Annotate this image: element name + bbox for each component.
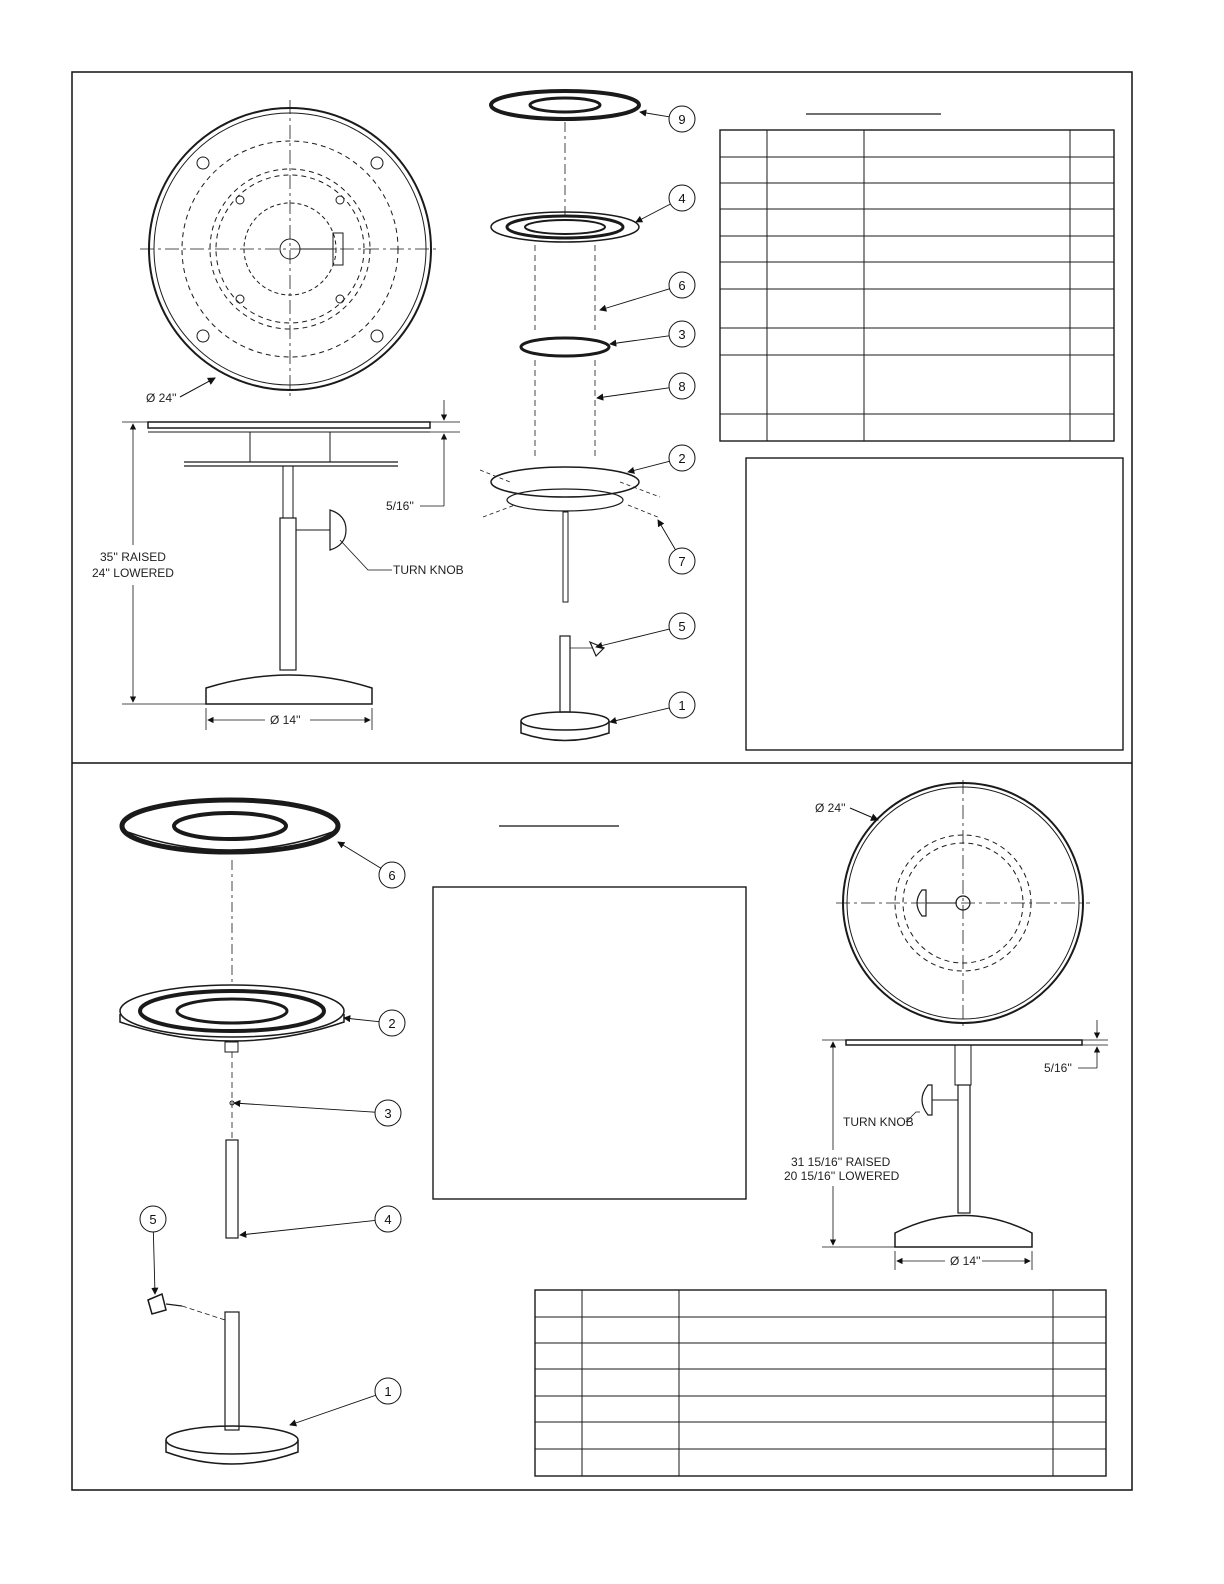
top-balloon-label: 5 <box>678 619 686 634</box>
top-balloon-label: 4 <box>678 191 686 206</box>
bottom-height-lowered-label: 20 15/16'' LOWERED <box>784 1169 900 1183</box>
top-balloon-leader <box>640 112 669 117</box>
top-balloon-leader <box>596 629 669 647</box>
bottom-balloon-leader <box>240 1220 375 1235</box>
top-balloon-label: 2 <box>678 451 686 466</box>
bottom-balloon-label: 4 <box>384 1212 392 1227</box>
top-balloon-leader <box>610 708 669 722</box>
top-balloon-leader <box>600 289 670 310</box>
top-balloon-leader <box>628 461 669 472</box>
bottom-balloon-leader <box>234 1103 375 1112</box>
bottom-balloon-label: 1 <box>384 1384 392 1399</box>
bottom-balloon-label: 5 <box>149 1212 157 1227</box>
bottom-balloon-leader <box>153 1232 155 1294</box>
top-balloon-label: 6 <box>678 278 686 293</box>
sheet-border <box>72 72 1132 1490</box>
bottom-balloon-leader <box>344 1018 379 1022</box>
bottom-balloon-label: 2 <box>388 1016 396 1031</box>
bottom-parts-list-table <box>535 1290 1106 1476</box>
bottom-plan-view <box>836 780 1090 1030</box>
bottom-thickness-label: 5/16'' <box>1044 1061 1072 1075</box>
top-parts-list-table <box>720 114 1114 441</box>
top-balloon-leader <box>658 520 675 550</box>
bottom-plan-diameter-label: Ø 24'' <box>815 801 846 815</box>
top-notes-box <box>746 458 1123 750</box>
bottom-balloon-leader <box>290 1395 376 1425</box>
top-thickness-label: 5/16'' <box>386 499 414 513</box>
bottom-height-raised-label: 31 15/16'' RAISED <box>791 1155 891 1169</box>
top-plan-view <box>140 100 440 398</box>
top-balloon-leader <box>610 336 669 344</box>
bottom-balloon-label: 3 <box>384 1106 392 1121</box>
top-knob-label: TURN KNOB <box>393 563 464 577</box>
top-base-diameter-label: Ø 14'' <box>270 713 301 727</box>
top-balloon-label: 3 <box>678 327 686 342</box>
top-exploded-view <box>480 91 660 741</box>
bottom-exploded-view <box>120 800 344 1464</box>
top-balloon-leader <box>636 204 670 222</box>
top-balloon-label: 9 <box>678 112 686 127</box>
bottom-base-diameter-label: Ø 14'' <box>950 1254 981 1268</box>
bottom-balloon-label: 6 <box>388 868 396 883</box>
bottom-notes-box <box>433 887 746 1199</box>
top-balloon-label: 7 <box>678 554 686 569</box>
top-height-raised-label: 35'' RAISED <box>100 550 166 564</box>
bottom-balloon-leader <box>338 842 381 868</box>
top-elevation-view <box>148 422 430 704</box>
top-balloon-label: 8 <box>678 379 686 394</box>
top-height-lowered-label: 24'' LOWERED <box>92 566 174 580</box>
top-balloon-leader <box>597 388 669 398</box>
top-balloon-label: 1 <box>678 698 686 713</box>
bottom-knob-label: TURN KNOB <box>843 1115 914 1129</box>
top-plan-diameter-label: Ø 24'' <box>146 391 177 405</box>
